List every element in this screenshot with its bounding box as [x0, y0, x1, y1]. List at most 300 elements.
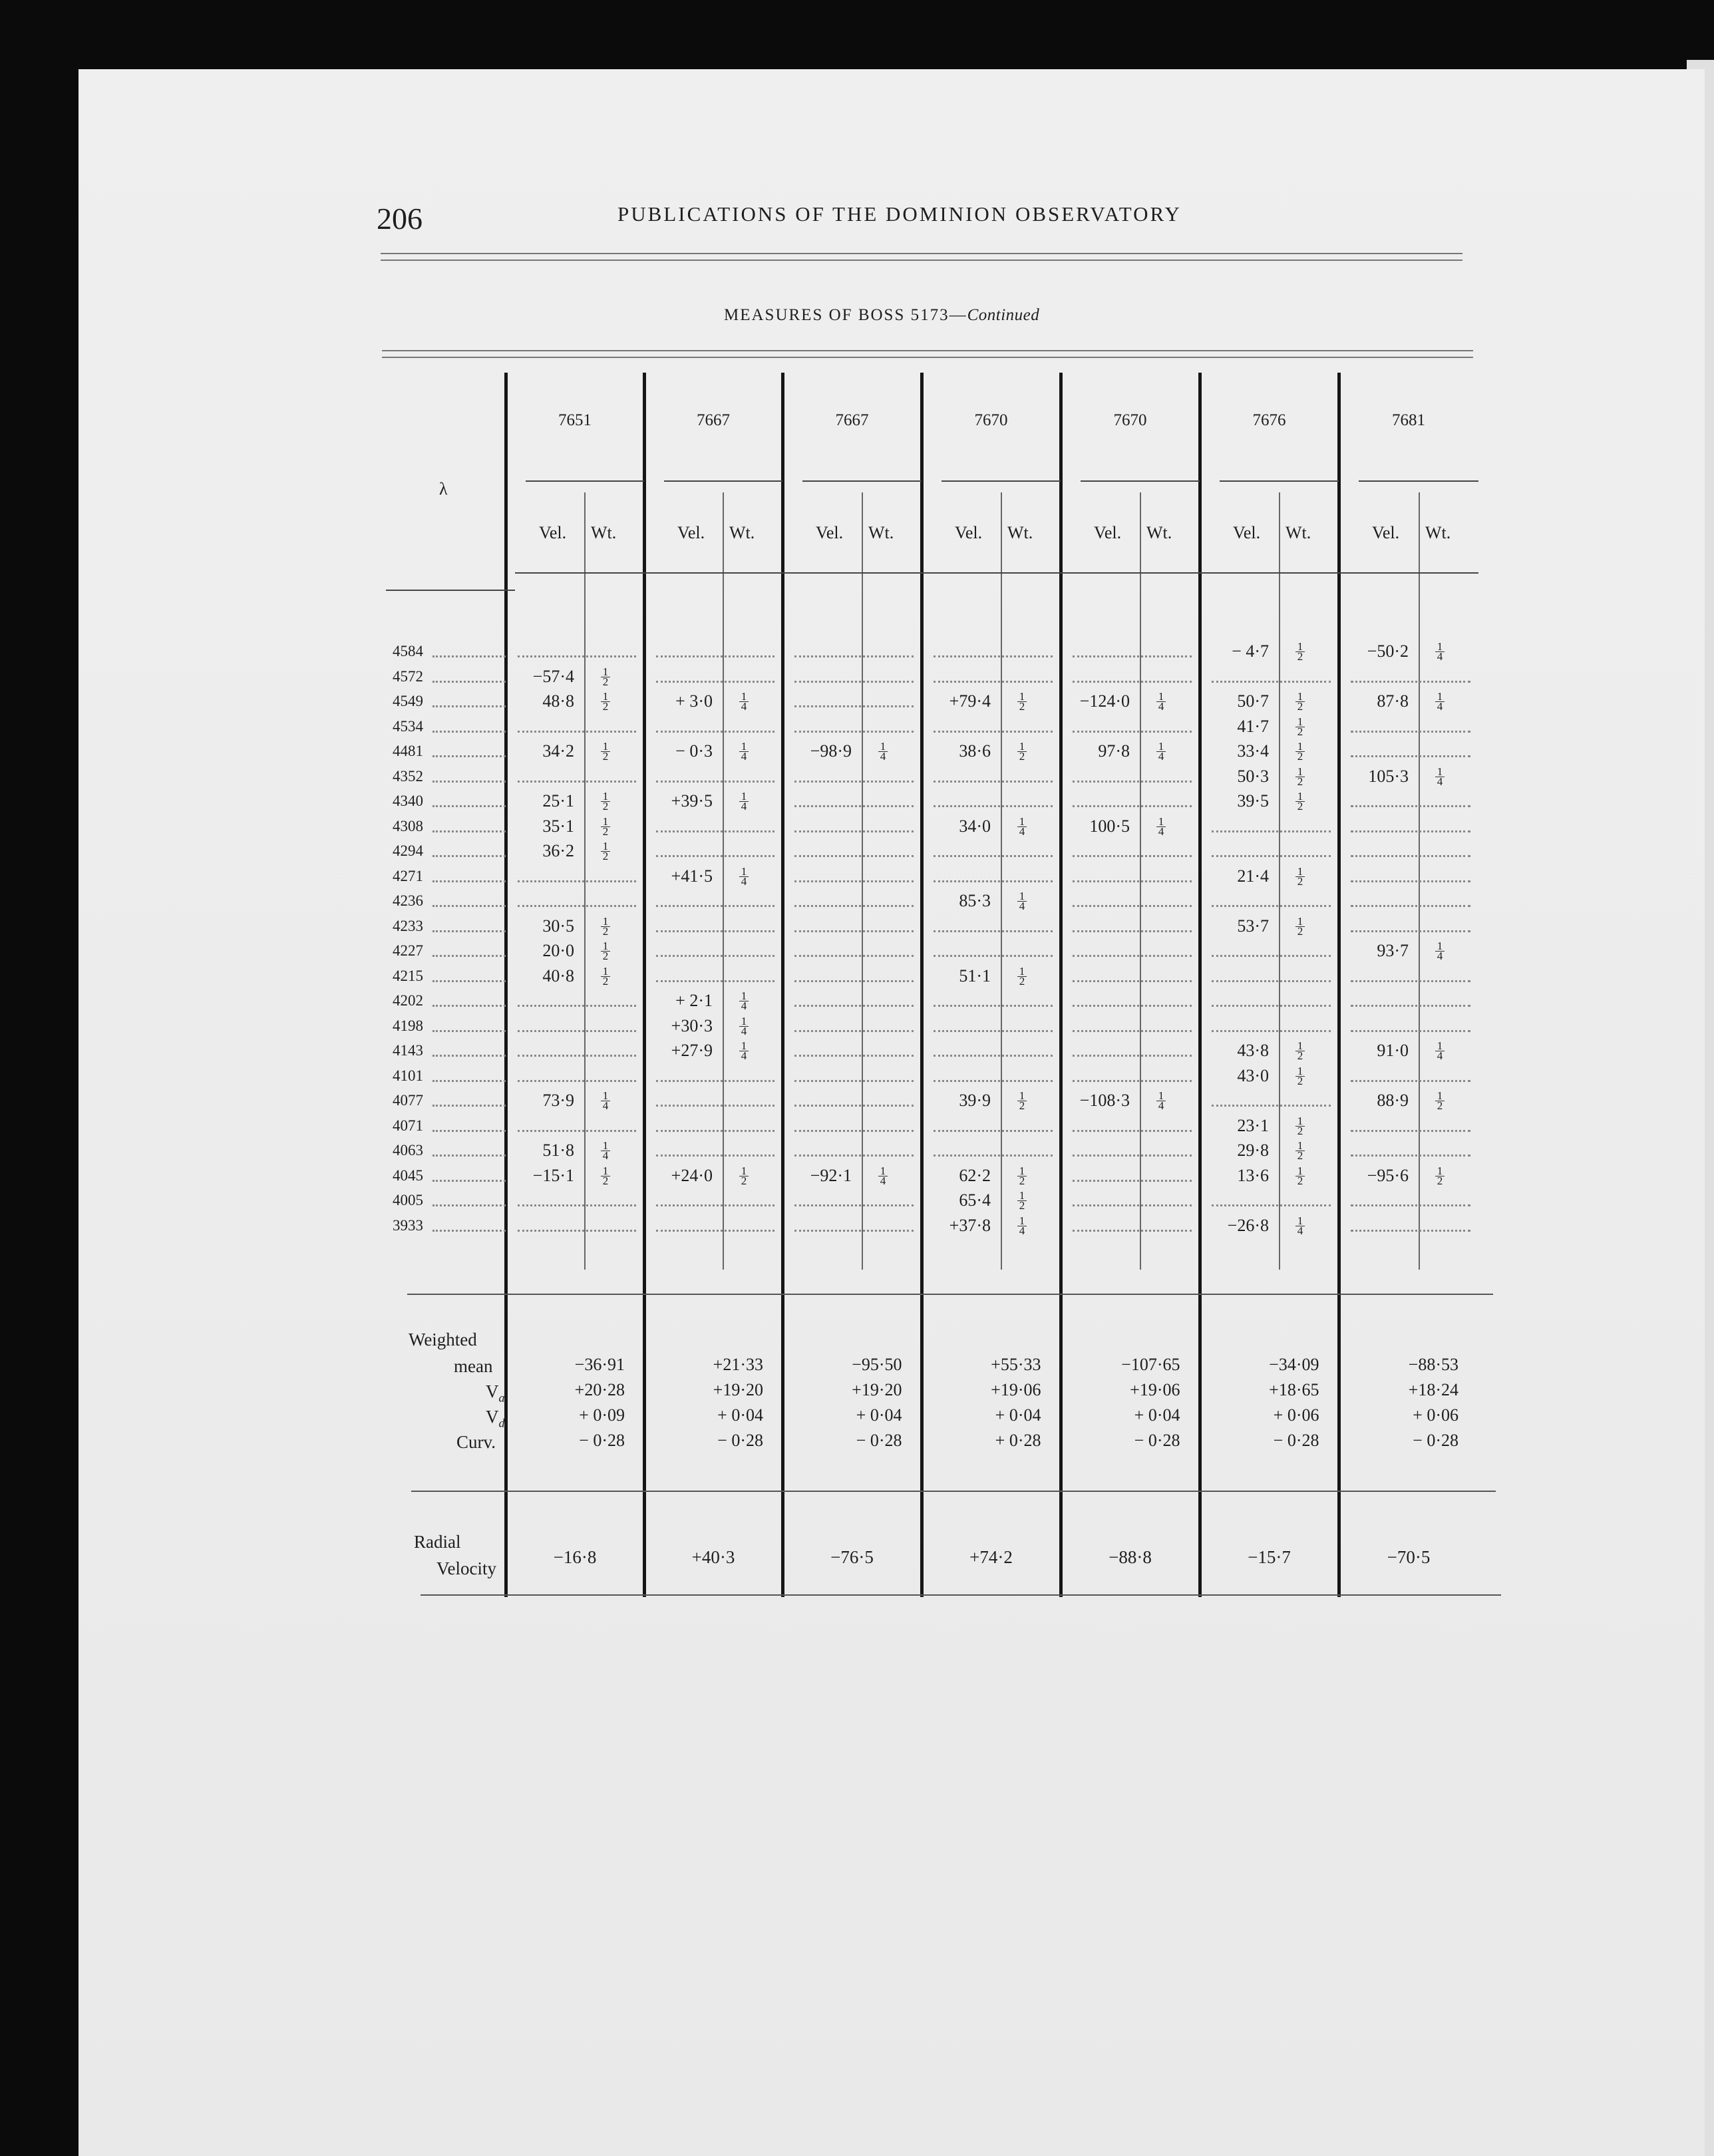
dot-leader	[518, 1230, 636, 1232]
velocity-value: 93·7	[1377, 941, 1409, 960]
rule-above-summary	[407, 1294, 1493, 1295]
wavelength: 4077	[393, 1092, 423, 1109]
velocity-value: 39·5	[1237, 791, 1269, 810]
dot-leader	[1351, 681, 1470, 683]
velocity-value: 30·5	[542, 916, 574, 936]
dot-leader	[1073, 905, 1192, 907]
wavelength: 4294	[393, 842, 423, 859]
weight-value: 1 2	[1015, 1167, 1029, 1186]
velocity-value: 100·5	[1089, 816, 1130, 836]
weight-value: 1 2	[1015, 742, 1029, 761]
dot-leader	[794, 1055, 914, 1057]
dot-leader	[432, 1080, 506, 1082]
velocity-value: − 0·3	[675, 741, 713, 761]
summary-mean: −95·50	[852, 1355, 902, 1374]
wavelength: 4534	[393, 717, 423, 735]
dot-leader	[934, 1005, 1053, 1007]
velocity-value: 51·1	[959, 966, 991, 986]
velocity-value: 97·8	[1098, 741, 1130, 761]
dot-leader	[518, 1080, 636, 1082]
radial-velocity-value: −16·8	[553, 1547, 597, 1567]
velocity-value: 33·4	[1237, 741, 1269, 761]
velocity-value: +41·5	[671, 866, 713, 886]
dot-leader	[794, 1005, 914, 1007]
radial-velocity-value: −15·7	[1248, 1547, 1291, 1567]
plate-number: 7681	[1392, 411, 1425, 429]
summary-va: +19·06	[1130, 1380, 1180, 1399]
rule-above-radial	[411, 1491, 1496, 1492]
weight-value: 1 4	[1154, 817, 1168, 836]
wavelength: 4340	[393, 793, 423, 809]
wt-header: Wt.	[868, 523, 894, 542]
dot-leader	[656, 1204, 774, 1206]
wavelength: 4198	[393, 1017, 423, 1034]
velocity-value: −98·9	[810, 741, 852, 761]
summary-curv: − 0·28	[856, 1431, 902, 1450]
column-rule	[643, 373, 646, 1597]
radial-label-1: Radial	[414, 1532, 461, 1552]
wavelength: 4271	[393, 867, 423, 884]
velocity-value: +39·5	[671, 791, 713, 810]
dot-leader	[1351, 1030, 1470, 1032]
velocity-value: −26·8	[1227, 1215, 1269, 1235]
dot-leader	[1351, 1130, 1470, 1132]
dot-leader	[934, 1030, 1053, 1032]
plate-rule	[942, 480, 1061, 482]
velocity-value: −15·1	[532, 1165, 574, 1185]
dot-leader	[934, 805, 1053, 807]
summary-label-vd: $V_d$	[486, 1407, 505, 1430]
velocity-value: 50·3	[1237, 766, 1269, 786]
velocity-value: 73·9	[542, 1091, 574, 1110]
radial-label-2: Velocity	[436, 1558, 496, 1578]
dot-leader	[794, 1155, 914, 1157]
velocity-value: 65·4	[959, 1190, 991, 1210]
wavelength: 4227	[393, 942, 423, 959]
plate-rule	[802, 480, 922, 482]
dot-leader	[1212, 905, 1331, 907]
velocity-value: 87·8	[1377, 691, 1409, 711]
dot-leader	[794, 681, 914, 683]
dot-leader	[656, 930, 774, 932]
dot-leader	[1073, 855, 1192, 857]
radial-velocity-value: −88·8	[1109, 1547, 1152, 1567]
weight-value: 1 2	[1293, 917, 1307, 936]
plate-rule	[1359, 480, 1478, 482]
velocity-value: 88·9	[1377, 1091, 1409, 1110]
dot-leader	[794, 731, 914, 733]
vel-wt-rule	[1279, 492, 1280, 1270]
summary-va: +19·20	[852, 1380, 902, 1399]
weight-value: 1 2	[599, 692, 612, 711]
dot-leader	[1212, 980, 1331, 982]
wavelength: 4236	[393, 892, 423, 909]
dot-leader	[432, 880, 506, 882]
dot-leader	[432, 731, 506, 733]
velocity-value: −92·1	[810, 1165, 852, 1185]
weight-value: 1 2	[599, 967, 612, 986]
wt-header: Wt.	[1286, 523, 1311, 542]
velocity-value: −124·0	[1079, 691, 1130, 711]
summary-mean: +55·33	[991, 1355, 1041, 1374]
wavelength: 4101	[393, 1067, 423, 1084]
summary-label-va: $V_a$	[486, 1381, 505, 1405]
weight-value: 1 4	[1154, 1091, 1168, 1111]
plate-rule	[526, 480, 644, 482]
dot-leader	[934, 930, 1053, 932]
dot-leader	[656, 830, 774, 832]
summary-va: +20·28	[574, 1380, 625, 1399]
dot-leader	[794, 955, 914, 957]
weight-value: 1 4	[737, 991, 751, 1011]
dot-leader	[1351, 880, 1470, 882]
dot-leader	[518, 781, 636, 783]
velocity-value: −50·2	[1367, 641, 1409, 661]
dot-leader	[934, 731, 1053, 733]
wavelength: 4045	[393, 1167, 423, 1184]
weight-value: 1 4	[1433, 767, 1447, 787]
summary-vd: + 0·04	[856, 1405, 902, 1425]
weight-value: 1 4	[599, 1091, 612, 1111]
dot-leader	[794, 855, 914, 857]
dot-leader	[1073, 980, 1192, 982]
velocity-value: 91·0	[1377, 1041, 1409, 1060]
dot-leader	[656, 855, 774, 857]
wavelength: 4584	[393, 643, 423, 659]
weight-value: 1 2	[599, 817, 612, 836]
plate-number: 7651	[558, 411, 592, 429]
weight-value: 1 2	[599, 917, 612, 936]
dot-leader	[1351, 1155, 1470, 1157]
summary-vd: + 0·09	[579, 1405, 625, 1425]
dot-leader	[1351, 1005, 1470, 1007]
dot-leader	[1351, 755, 1470, 757]
summary-label-weighted: Weighted	[409, 1330, 477, 1349]
weight-value: 1 4	[1154, 692, 1168, 711]
weight-value: 1 4	[737, 867, 751, 886]
velocity-value: 34·0	[959, 816, 991, 836]
vel-header: Vel.	[1094, 523, 1122, 542]
vel-wt-rule	[723, 492, 724, 1270]
summary-vd: + 0·06	[1413, 1405, 1458, 1425]
wt-header: Wt.	[1146, 523, 1172, 542]
velocity-value: 43·0	[1237, 1065, 1269, 1085]
wavelength: 4202	[393, 992, 423, 1009]
radial-velocity-value: −70·5	[1387, 1547, 1431, 1567]
dot-leader	[432, 655, 506, 657]
summary-label-mean: mean	[454, 1356, 493, 1376]
plate-rule	[1220, 480, 1339, 482]
weight-value: 1 2	[1293, 1141, 1307, 1161]
wavelength: 4572	[393, 667, 423, 685]
weight-value: 1 4	[599, 1141, 612, 1161]
plate-number: 7670	[1113, 411, 1147, 429]
weight-value: 1 2	[1015, 692, 1029, 711]
wavelength: 4071	[393, 1117, 423, 1134]
velocity-value: 50·7	[1237, 691, 1269, 711]
vel-header: Vel.	[1372, 523, 1400, 542]
dot-leader	[934, 855, 1053, 857]
velocity-value: 40·8	[542, 966, 574, 986]
dot-leader	[794, 805, 914, 807]
dot-leader	[794, 930, 914, 932]
summary-curv: − 0·28	[1413, 1431, 1458, 1450]
dot-leader	[432, 781, 506, 783]
summary-vd: + 0·04	[1134, 1405, 1180, 1425]
dot-leader	[934, 781, 1053, 783]
dot-leader	[656, 1130, 774, 1132]
velocity-value: 34·2	[542, 741, 574, 761]
dot-leader	[1212, 1030, 1331, 1032]
weight-value: 1 2	[1293, 792, 1307, 811]
vel-header: Vel.	[955, 523, 983, 542]
velocity-value: −108·3	[1079, 1091, 1130, 1110]
dot-leader	[518, 1130, 636, 1132]
wavelength: 4005	[393, 1192, 423, 1208]
velocity-value: 20·0	[542, 941, 574, 960]
velocity-value: 25·1	[542, 791, 574, 810]
table-rule-top-2	[382, 357, 1473, 358]
dot-leader	[432, 1204, 506, 1206]
dot-leader	[934, 1155, 1053, 1157]
dot-leader	[518, 1204, 636, 1206]
dot-leader	[1351, 805, 1470, 807]
dot-leader	[794, 781, 914, 783]
dot-leader	[656, 731, 774, 733]
summary-mean: −34·09	[1269, 1355, 1319, 1374]
weight-value: 1 2	[599, 792, 612, 811]
dot-leader	[656, 655, 774, 657]
velocity-value: 48·8	[542, 691, 574, 711]
header-rule-subhead	[515, 572, 1478, 574]
summary-va: +19·06	[991, 1380, 1041, 1399]
dot-leader	[656, 905, 774, 907]
wt-header: Wt.	[729, 523, 755, 542]
velocity-value: 21·4	[1237, 866, 1269, 886]
document-page	[79, 69, 1705, 2156]
velocity-value: −57·4	[532, 666, 574, 686]
velocity-value: +30·3	[671, 1015, 713, 1035]
wt-header: Wt.	[591, 523, 617, 542]
dot-leader	[1073, 1005, 1192, 1007]
summary-curv: − 0·28	[1134, 1431, 1180, 1450]
weight-value: 1 4	[1154, 742, 1168, 761]
dot-leader	[1351, 905, 1470, 907]
table-rule-top	[382, 350, 1473, 351]
dot-leader	[656, 1230, 774, 1232]
dot-leader	[656, 1080, 774, 1082]
weight-value: 1 2	[1015, 967, 1029, 986]
velocity-value: 43·8	[1237, 1041, 1269, 1060]
wavelength: 4215	[393, 967, 423, 984]
velocity-value: + 2·1	[675, 991, 713, 1010]
velocity-value: 36·2	[542, 841, 574, 860]
velocity-value: +24·0	[671, 1165, 713, 1185]
dot-leader	[518, 731, 636, 733]
dot-leader	[794, 655, 914, 657]
velocity-value: 13·6	[1237, 1165, 1269, 1185]
dot-leader	[1351, 731, 1470, 733]
weight-value: 1 2	[1293, 742, 1307, 761]
dot-leader	[1351, 1080, 1470, 1082]
weight-value: 1 4	[737, 1041, 751, 1061]
dot-leader	[934, 955, 1053, 957]
dot-leader	[656, 781, 774, 783]
dot-leader	[1351, 1204, 1470, 1206]
dot-leader	[794, 1130, 914, 1132]
dot-leader	[656, 681, 774, 683]
velocity-value: 51·8	[542, 1141, 574, 1160]
velocity-value: − 4·7	[1232, 641, 1269, 661]
velocity-value: +37·8	[949, 1215, 991, 1235]
table-title: MEASURES OF BOSS 5173—Continued	[724, 306, 1040, 324]
dot-leader	[1212, 1204, 1331, 1206]
plate-number: 7670	[974, 411, 1008, 429]
dot-leader	[1351, 855, 1470, 857]
weight-value: 1 2	[737, 1167, 751, 1186]
wavelength: 4233	[393, 917, 423, 934]
dot-leader	[432, 1055, 506, 1057]
page-number: 206	[377, 202, 423, 236]
running-title: PUBLICATIONS OF THE DOMINION OBSERVATORY	[617, 202, 1182, 226]
plate-number: 7667	[835, 411, 869, 429]
dot-leader	[432, 1130, 506, 1132]
wt-header: Wt.	[1007, 523, 1033, 542]
weight-value: 1 2	[1293, 1167, 1307, 1186]
dot-leader	[934, 880, 1053, 882]
column-rule	[1337, 373, 1341, 1597]
dot-leader	[432, 1005, 506, 1007]
weight-value: 1 4	[1015, 892, 1029, 911]
summary-mean: −107·65	[1121, 1355, 1180, 1374]
weight-value: 1 2	[1293, 1117, 1307, 1136]
dot-leader	[432, 905, 506, 907]
weight-value: 1 4	[876, 1167, 890, 1186]
column-rule	[1198, 373, 1202, 1597]
dot-leader	[794, 880, 914, 882]
dot-leader	[1212, 830, 1331, 832]
weight-value: 1 2	[599, 1167, 612, 1186]
dot-leader	[1351, 1230, 1470, 1232]
plate-rule	[1081, 480, 1200, 482]
velocity-value: +79·4	[949, 691, 991, 711]
weight-value: 1 4	[1015, 1216, 1029, 1236]
dot-leader	[432, 1230, 506, 1232]
dot-leader	[656, 1155, 774, 1157]
weight-value: 1 4	[1015, 817, 1029, 836]
weight-value: 1 2	[1293, 717, 1307, 737]
summary-vd: + 0·04	[995, 1405, 1041, 1425]
dot-leader	[794, 1080, 914, 1082]
weight-value: 1 2	[1293, 867, 1307, 886]
summary-mean: +21·33	[713, 1355, 763, 1374]
velocity-value: + 3·0	[675, 691, 713, 711]
dot-leader	[656, 980, 774, 982]
velocity-value: +27·9	[671, 1041, 713, 1060]
vel-header: Vel.	[1233, 523, 1261, 542]
weight-value: 1 4	[737, 742, 751, 761]
dot-leader	[1212, 681, 1331, 683]
dot-leader	[1351, 930, 1470, 932]
weight-value: 1 2	[1293, 1067, 1307, 1086]
weight-value: 1 2	[1293, 1041, 1307, 1061]
radial-velocity-value: −76·5	[830, 1547, 874, 1567]
dot-leader	[1073, 1030, 1192, 1032]
weight-value: 1 2	[1015, 1191, 1029, 1210]
dot-leader	[934, 655, 1053, 657]
weight-value: 1 2	[1015, 1091, 1029, 1111]
velocity-value: 62·2	[959, 1165, 991, 1185]
dot-leader	[432, 1030, 506, 1032]
weight-value: 1 4	[1293, 1216, 1307, 1236]
wavelength: 4063	[393, 1142, 423, 1159]
velocity-value: 85·3	[959, 891, 991, 910]
summary-va: +18·65	[1269, 1380, 1319, 1399]
weight-value: 1 2	[1433, 1167, 1447, 1186]
dot-leader	[934, 681, 1053, 683]
radial-velocity-value: +40·3	[691, 1547, 735, 1567]
summary-curv: − 0·28	[1273, 1431, 1319, 1450]
velocity-value: 35·1	[542, 816, 574, 836]
weight-value: 1 4	[1433, 642, 1447, 661]
velocity-value: 29·8	[1237, 1141, 1269, 1160]
dot-leader	[1351, 980, 1470, 982]
dot-leader	[934, 1055, 1053, 1057]
wt-header: Wt.	[1425, 523, 1451, 542]
summary-va: +19·20	[713, 1380, 763, 1399]
dot-leader	[794, 1030, 914, 1032]
weight-value: 1 2	[1293, 692, 1307, 711]
wavelength: 4143	[393, 1042, 423, 1059]
plate-rule	[664, 480, 782, 482]
dot-leader	[934, 1130, 1053, 1132]
velocity-value: −95·6	[1367, 1165, 1409, 1185]
dot-leader	[518, 905, 636, 907]
vel-header: Vel.	[539, 523, 567, 542]
weight-value: 1 2	[1293, 767, 1307, 787]
weight-value: 1 2	[599, 942, 612, 961]
summary-curv: − 0·28	[717, 1431, 763, 1450]
weight-value: 1 2	[599, 667, 612, 687]
rule-bottom	[421, 1594, 1501, 1596]
plate-number: 7676	[1252, 411, 1286, 429]
dot-leader	[518, 655, 636, 657]
dot-leader	[1073, 681, 1192, 683]
velocity-value: 41·7	[1237, 716, 1269, 736]
weight-value: 1 4	[737, 1017, 751, 1036]
wavelength: 4308	[393, 817, 423, 834]
dot-leader	[656, 1105, 774, 1107]
summary-mean: −36·91	[574, 1355, 625, 1374]
summary-curv: + 0·28	[995, 1431, 1041, 1450]
weight-value: 1 4	[737, 692, 751, 711]
dot-leader	[1212, 1005, 1331, 1007]
weight-value: 1 4	[1433, 1041, 1447, 1061]
summary-label-curv: Curv.	[456, 1432, 496, 1452]
radial-velocity-value: +74·2	[969, 1547, 1013, 1567]
velocity-value: 23·1	[1237, 1115, 1269, 1135]
dot-leader	[656, 955, 774, 957]
wavelength: 4352	[393, 767, 423, 785]
weight-value: 1 4	[737, 792, 751, 811]
plate-number: 7667	[697, 411, 730, 429]
header-rule-bottom	[381, 260, 1462, 261]
velocity-value: 38·6	[959, 741, 991, 761]
weight-value: 1 2	[1293, 642, 1307, 661]
weight-value: 1 4	[876, 742, 890, 761]
header-rule-top	[381, 253, 1462, 254]
wavelength: 4549	[393, 693, 423, 709]
